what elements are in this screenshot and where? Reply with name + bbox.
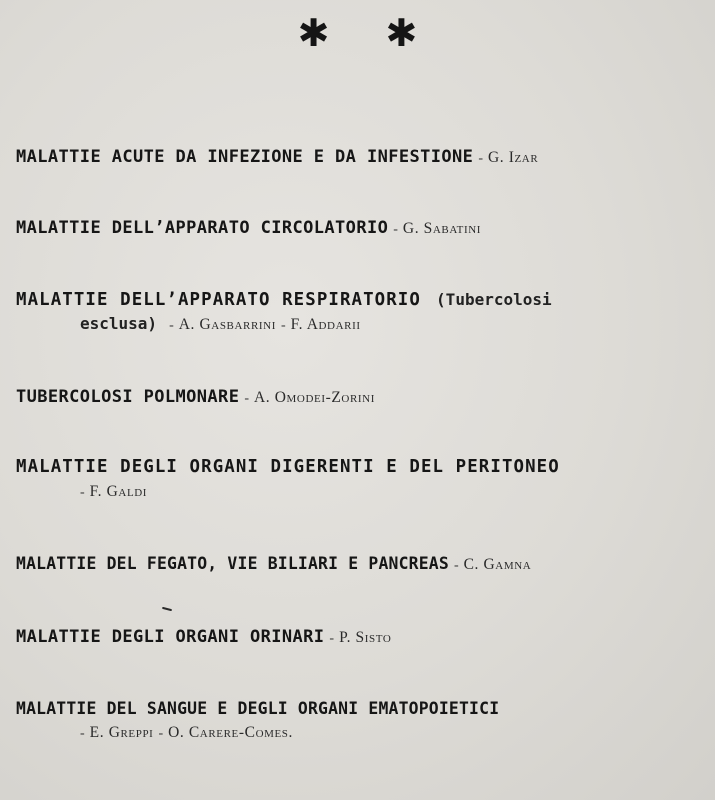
entry-title: MALATTIE DEGLI ORGANI ORINARI: [16, 627, 325, 647]
separator: -: [478, 151, 483, 166]
separator: -: [169, 318, 174, 333]
ink-speck: [162, 607, 172, 611]
separator: -: [280, 318, 286, 333]
entry-author: G. Izar: [487, 149, 539, 166]
list-item: [16, 554, 701, 574]
entry-note: (Tubercolosi: [436, 290, 552, 309]
entry-author: G. Sabatini: [402, 220, 482, 237]
list-item: [16, 147, 701, 167]
entry-title: MALATTIE DEL FEGATO, VIE BILIARI E PANCREAS: [16, 554, 449, 573]
entry-title: MALATTIE DEGLI ORGANI DIGERENTI E DEL PERITONEO: [16, 457, 560, 477]
separator: -: [80, 485, 85, 500]
list-item: [16, 699, 701, 742]
entry-title: TUBERCOLOSI POLMONARE: [16, 387, 240, 407]
list-item: [16, 218, 701, 238]
entry-continuation: [16, 481, 701, 501]
entry-author: O. Carere-Comes.: [168, 724, 293, 741]
entry-note-close: esclusa): [80, 314, 158, 333]
list-item: [16, 290, 701, 334]
entry-author: A. Gasbarrini: [178, 316, 276, 333]
entry-author: A. Omodei-Zorini: [254, 389, 375, 406]
separator: -: [244, 391, 250, 406]
list-item: [16, 627, 701, 647]
entry-title: MALATTIE ACUTE DA INFEZIONE E DA INFESTIONE: [16, 147, 474, 167]
entry-title: MALATTIE DELL’APPARATO RESPIRATORIO: [16, 290, 421, 310]
entry-author: F. Addarii: [290, 316, 361, 333]
entry-author: E. Greppi: [89, 724, 154, 741]
entry-title: MALATTIE DELL’APPARATO CIRCOLATORIO: [16, 218, 389, 238]
entry-author: P. Sisto: [339, 629, 392, 646]
separator: -: [393, 222, 398, 237]
list-item: [16, 457, 701, 501]
entry-continuation: [16, 722, 701, 742]
asterisk-ornament: ✱ ✱: [297, 11, 440, 55]
separator: -: [80, 726, 85, 741]
entry-author: F. Galdi: [89, 483, 148, 500]
separator: -: [453, 558, 459, 573]
entry-continuation: [16, 314, 701, 334]
list-item: [16, 387, 701, 407]
entry-author: C. Gamna: [463, 556, 532, 573]
separator: -: [158, 726, 164, 741]
entry-title: MALATTIE DEL SANGUE E DEGLI ORGANI EMATOPOIETICI: [16, 699, 500, 718]
separator: -: [329, 631, 335, 646]
